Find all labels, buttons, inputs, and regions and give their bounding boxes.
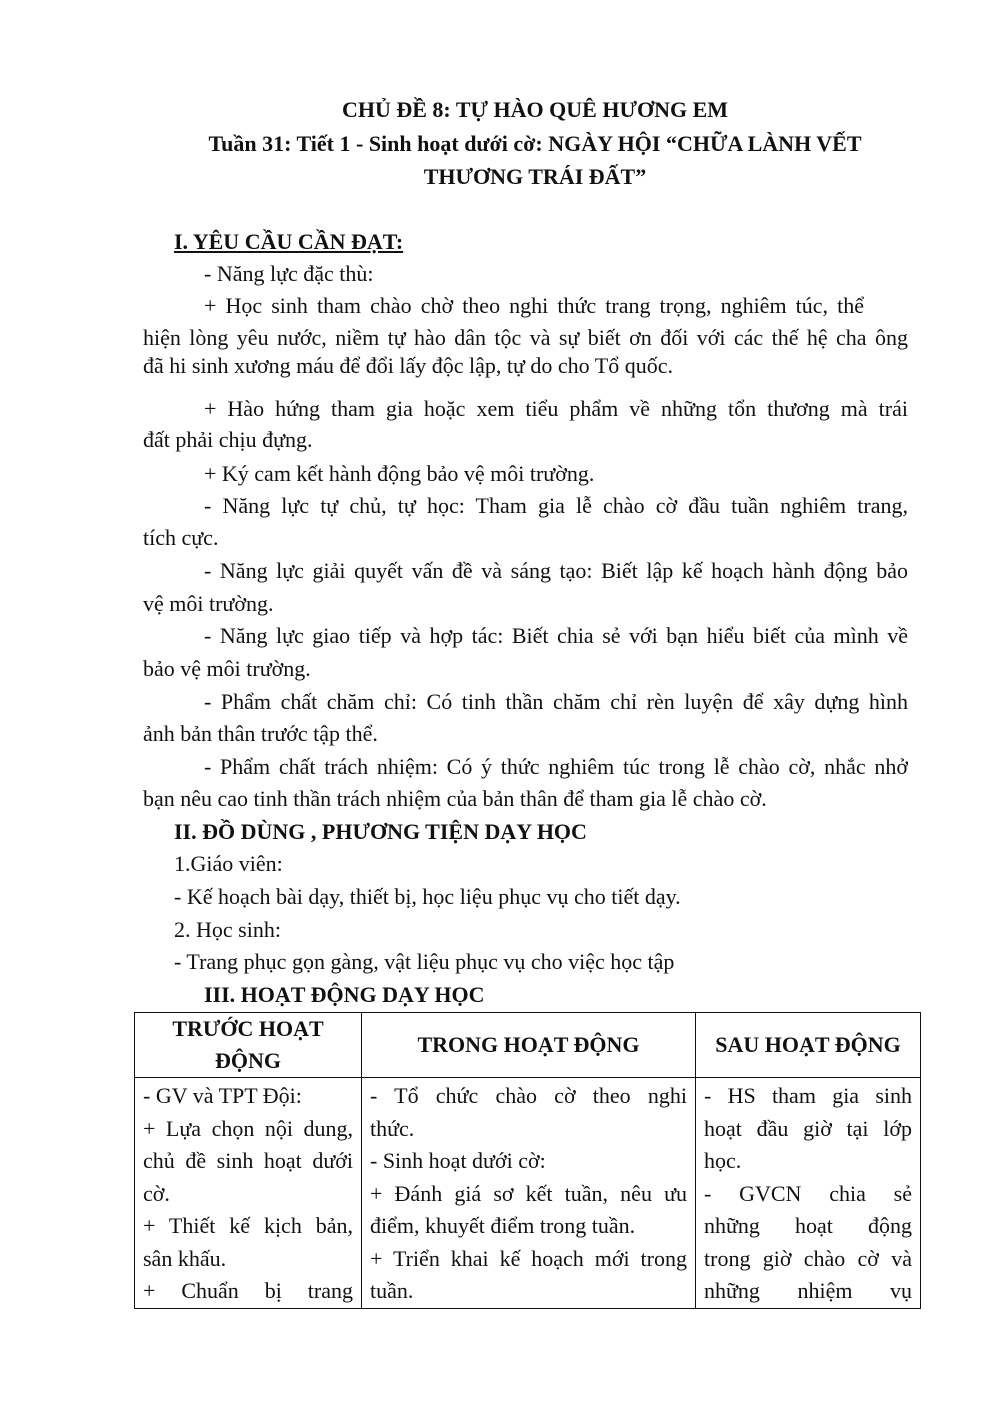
cell-line: + Chuẩn bị trang [143, 1278, 353, 1303]
paragraph-line: bảo vệ môi trường. [143, 656, 311, 681]
table-row [135, 1078, 921, 1309]
cell-line: - Tổ chức chào cờ theo nghi [370, 1083, 687, 1108]
after-activity-cell [696, 1078, 921, 1309]
during-activity-cell [362, 1078, 696, 1309]
paragraph-line: - Năng lực đặc thù: [204, 261, 374, 286]
student-label: 2. Học sinh: [174, 917, 281, 942]
cell-line: điểm, khuyết điểm trong tuần. [370, 1213, 636, 1238]
cell-line: học. [704, 1148, 742, 1173]
paragraph-line: ảnh bản thân trước tập thể. [143, 721, 378, 746]
cell-line: - Sinh hoạt dưới cờ: [370, 1148, 546, 1173]
cell-line: + Lựa chọn nội dung, [143, 1115, 353, 1141]
header-during-activity: TRONG HOẠT ĐỘNG [362, 1013, 696, 1078]
section-2-heading: II. ĐỒ DÙNG , PHƯƠNG TIỆN DẠY HỌC [174, 819, 587, 844]
cell-line: - GVCN chia sẻ [704, 1180, 912, 1206]
topic-title: CHỦ ĐỀ 8: TỰ HÀO QUÊ HƯƠNG EM [341, 97, 729, 122]
cell-line: + Đánh giá sơ kết tuần, nêu ưu [370, 1180, 687, 1206]
lesson-title-line-2: THƯƠNG TRÁI ĐẤT” [423, 164, 647, 189]
activity-table [134, 1012, 921, 1309]
section-3-heading: III. HOẠT ĐỘNG DẠY HỌC [204, 982, 485, 1007]
cell-line: - HS tham gia sinh [704, 1083, 912, 1108]
cell-line: thức. [370, 1115, 415, 1141]
cell-line: những nhiệm vụ [704, 1278, 912, 1303]
teacher-label: 1.Giáo viên: [174, 851, 283, 876]
paragraph-line: - Năng lực giải quyết vấn đề và sáng tạo: Biết lập kế hoạch hành động bảo [204, 558, 908, 583]
cell-line: - GV và TPT Đội: [143, 1083, 302, 1108]
header-after-activity: SAU HOẠT ĐỘNG [696, 1013, 921, 1078]
cell-line: trong giờ chào cờ và [704, 1245, 912, 1271]
paragraph-line: đất phải chịu đựng. [143, 427, 313, 452]
lesson-title-line-1: Tuần 31: Tiết 1 - Sinh hoạt dưới cờ: NGÀY HỘI “CHỮA LÀNH VẾT [208, 131, 862, 156]
teacher-item: - Kế hoạch bài dạy, thiết bị, học liệu phục vụ cho tiết dạy. [174, 884, 681, 909]
cell-line: sân khấu. [143, 1245, 227, 1271]
cell-line: tuần. [370, 1278, 414, 1303]
paragraph-line: đã hi sinh xương máu để đổi lấy độc lập, tự do cho Tổ quốc. [143, 353, 673, 378]
paragraph-line: - Năng lực giao tiếp và hợp tác: Biết chia sẻ với bạn hiểu biết của mình về [204, 623, 908, 648]
paragraph-line: - Năng lực tự chủ, tự học: Tham gia lễ chào cờ đầu tuần nghiêm trang, [204, 493, 908, 518]
cell-line: + Thiết kế kịch bản, [143, 1213, 353, 1238]
cell-line: + Triển khai kế hoạch mới trong [370, 1245, 687, 1271]
paragraph-line: + Ký cam kết hành động bảo vệ môi trường. [204, 461, 595, 486]
paragraph-line: vệ môi trường. [143, 591, 274, 616]
paragraph-line: - Phẩm chất chăm chỉ: Có tinh thần chăm chỉ rèn luyện để xây dựng hình [204, 689, 908, 714]
cell-line: chủ đề sinh hoạt dưới [143, 1148, 353, 1173]
paragraph-line: tích cực. [143, 525, 219, 550]
student-item: - Trang phục gọn gàng, vật liệu phục vụ cho việc học tập [174, 949, 675, 974]
paragraph-line: bạn nêu cao tinh thần trách nhiệm của bản thân để tham gia lễ chào cờ. [143, 786, 767, 811]
cell-line: những hoạt động [704, 1213, 912, 1238]
paragraph-line: hiện lòng yêu nước, niềm tự hào dân tộc và sự biết ơn đối với các thế hệ cha ông [143, 325, 908, 350]
section-1-heading: I. YÊU CẦU CẦN ĐẠT: [174, 229, 404, 254]
header-before-activity: TRƯỚC HOẠT ĐỘNG [135, 1013, 362, 1078]
cell-line: cờ. [143, 1180, 170, 1206]
paragraph-line: + Học sinh tham chào chờ theo nghi thức trang trọng, nghiêm túc, thể [204, 293, 864, 318]
table-header-row [135, 1013, 921, 1078]
paragraph-line: + Hào hứng tham gia hoặc xem tiểu phẩm về những tổn thương mà trái [204, 396, 908, 421]
cell-line: hoạt đầu giờ tại lớp [704, 1115, 912, 1141]
paragraph-line: - Phẩm chất trách nhiệm: Có ý thức nghiêm túc trong lễ chào cờ, nhắc nhở [204, 754, 908, 779]
before-activity-cell [135, 1078, 362, 1309]
